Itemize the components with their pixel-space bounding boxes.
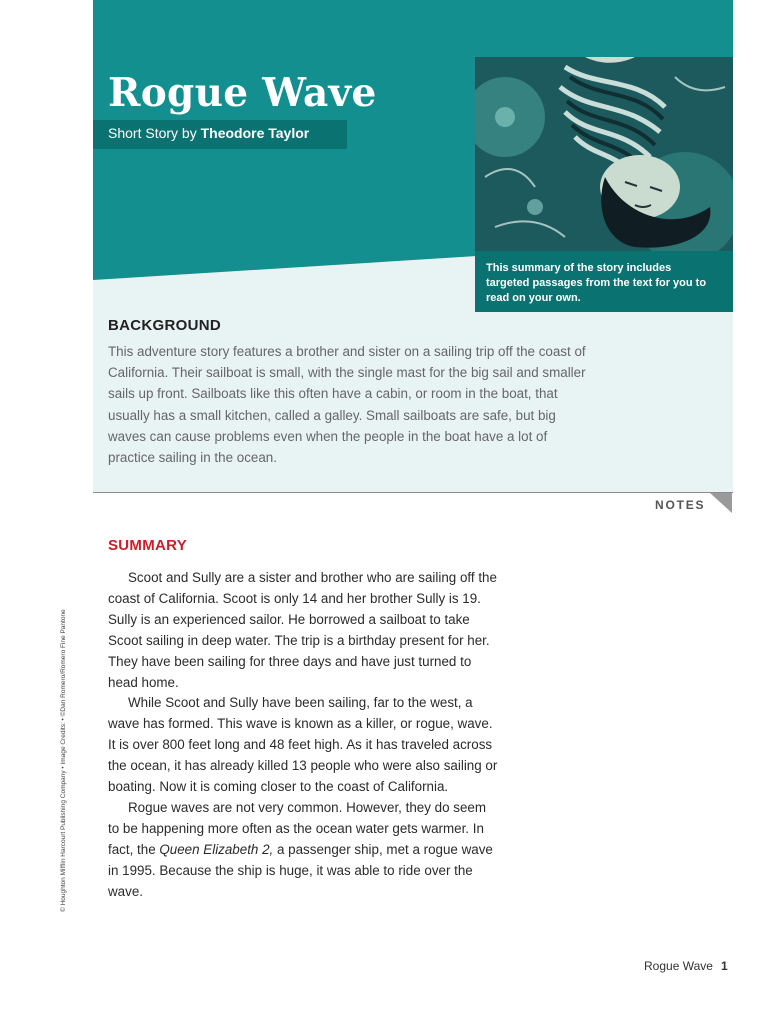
page-title: Rogue Wave: [108, 70, 377, 116]
illustration-girl-underwater-icon: [475, 57, 733, 251]
divider: [93, 492, 733, 493]
summary-heading: SUMMARY: [108, 537, 188, 554]
image-credit: © Houghton Mifflin Harcourt Publishing Company • Image Credits: • ©Dan Romero/Romero Fine Pantone: [60, 609, 67, 912]
summary-paragraph-1: Scoot and Sully are a sister and brother who are sailing off the coast of California. Scoot is only 14 and her brother Sully is 19. Sully is an experienced sailor. He borrowed a sailboat to take Scoot sailing in deep water. The trip is a birthday present for her. They have been sailing for three days and have just turned to head home.: [108, 570, 497, 690]
footer-title: Rogue Wave: [644, 959, 713, 973]
subtitle: [108, 125, 309, 141]
notes-corner-icon: [710, 493, 732, 513]
summary-paragraph-2: While Scoot and Sully have been sailing, far to the west, a wave has formed. This wave is known as a killer, or rogue, wave. It is over 800 feet long and 48 feet high. As it has traveled across the ocean, it has already killed 13 people who were also sailing or boating. Now it is coming closer to the coast of California.: [108, 695, 498, 795]
author-name: Theodore Taylor: [200, 125, 310, 141]
page-number: 1: [720, 959, 728, 973]
background-heading: BACKGROUND: [108, 317, 221, 334]
ship-name: Queen Elizabeth 2,: [159, 841, 274, 857]
summary-paragraph-3: [108, 798, 498, 903]
page-footer: [644, 959, 728, 973]
summary-p3-before: Rogue waves are not very common. However, they do seem to be happening more often as the ocean water gets warmer. In fact, the: [108, 799, 486, 857]
summary-body: [108, 568, 498, 903]
subtitle-prefix: Short Story by: [108, 125, 201, 141]
notes-label: NOTES: [655, 498, 706, 512]
background-text: This adventure story features a brother and sister on a sailing trip off the coast of California. Their sailboat is small, with the single mast for the big sail and smaller sails up front. Sailboats like this often have a cabin, or room in the boat, that usually has a small kitchen, called a galley. Small sailboats are safe, but big waves can cause problems even when the people in the boat have a lot of practice sailing in the ocean.: [108, 344, 586, 466]
summary-p3-after: a passenger ship, met a rogue wave in 1995. Because the ship is huge, it was able to ride over the wave.: [108, 841, 493, 899]
illustration-caption: This summary of the story includes targeted passages from the text for you to read on your own.: [486, 262, 707, 304]
